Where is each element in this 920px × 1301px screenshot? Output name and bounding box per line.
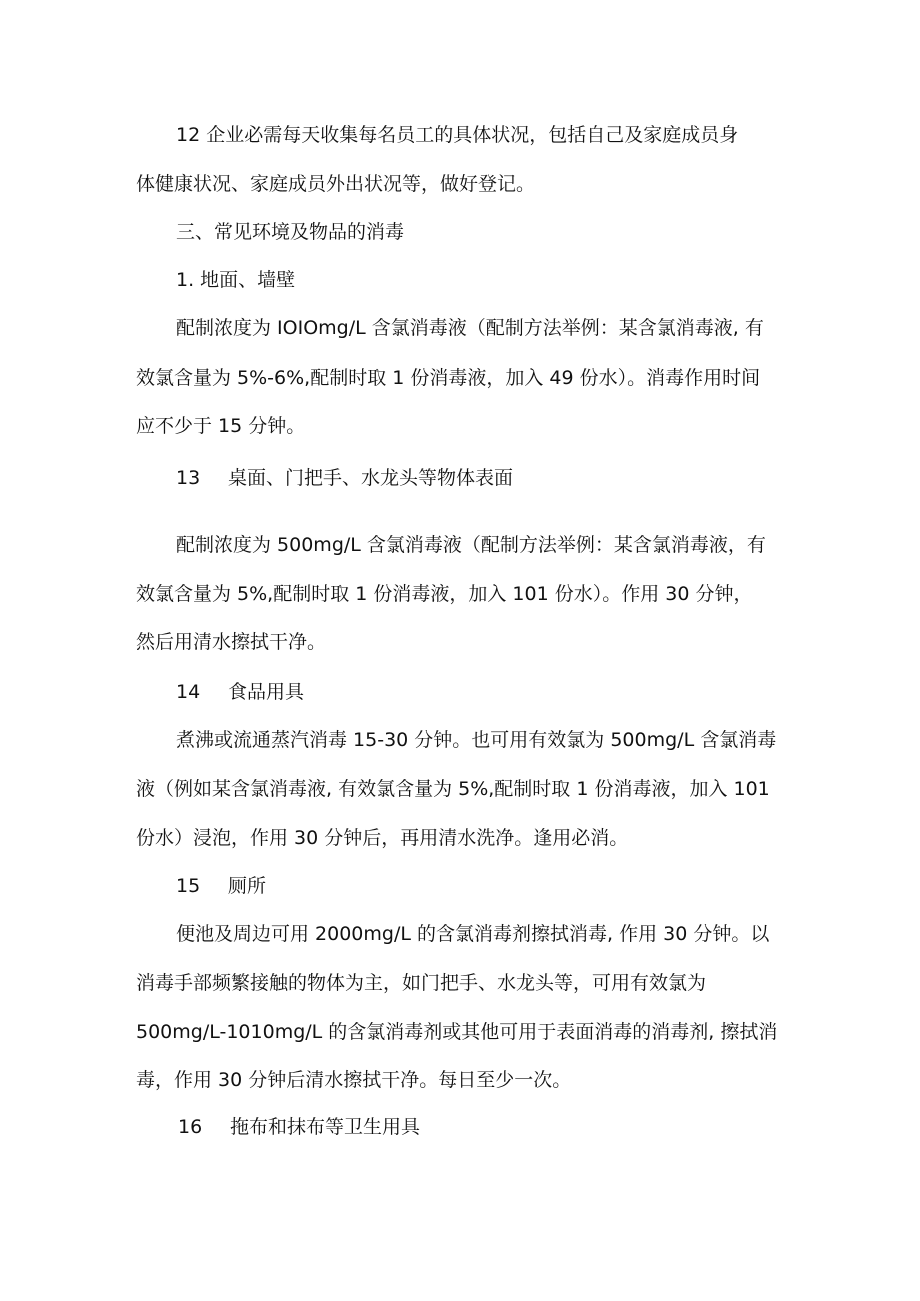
sub1-line1: 配制浓度为 IOIOmg/L 含氯消毒液（配制方法举例：某含氯消毒液, 有 [176, 317, 764, 339]
sub1-line3: 应不少于 15 分钟。 [136, 415, 306, 437]
item14-number: 14 [176, 681, 201, 703]
item15-line2: 消毒手部频繁接触的物体为主，如门把手、水龙头等，可用有效氯为 [136, 972, 707, 994]
item13-line1: 配制浓度为 500mg/L 含氯消毒液（配制方法举例：某含氯消毒液，有 [176, 534, 766, 556]
item16-number: 16 [178, 1116, 203, 1138]
sub1-heading: 1. 地面、墙壁 [176, 269, 296, 291]
item14-heading: 食品用具 [228, 681, 305, 703]
item15-line3: 500mg/L-1010mg/L 的含氯消毒剂或其他可用于表面消毒的消毒剂, 擦拭消 [136, 1021, 778, 1043]
item14-heading-line [176, 680, 304, 704]
item13-heading: 桌面、门把手、水龙头等物体表面 [228, 467, 514, 489]
item14-line3: 份水）浸泡，作用 30 分钟后，再用清水洗净。逢用必消。 [136, 827, 629, 849]
item12-line1: 12 企业必需每天收集每名员工的具体状况，包括自己及家庭成员身 [176, 124, 739, 146]
item13-heading-line [176, 466, 513, 490]
item15-line4: 毒，作用 30 分钟后清水擦拭干净。每日至少一次。 [136, 1069, 572, 1091]
item13-line2: 效氯含量为 5%,配制时取 1 份消毒液，加入 101 份水）。作用 30 分钟， [136, 583, 753, 605]
item16-heading-line [178, 1115, 420, 1139]
item12-line2: 体健康状况、家庭成员外出状况等，做好登记。 [136, 173, 536, 195]
item16-heading: 拖布和抹布等卫生用具 [230, 1116, 421, 1138]
item14-line1: 煮沸或流通蒸汽消毒 15-30 分钟。也可用有效氯为 500mg/L 含氯消毒 [176, 729, 777, 751]
sub1-line2: 效氯含量为 5%-6%,配制时取 1 份消毒液，加入 49 份水）。消毒作用时间 [136, 367, 761, 389]
item15-number: 15 [176, 875, 201, 897]
section3-heading: 三、常见环境及物品的消毒 [176, 221, 405, 243]
item13-line3: 然后用清水擦拭干净。 [136, 631, 327, 653]
item15-line1: 便池及周边可用 2000mg/L 的含氯消毒剂擦拭消毒, 作用 30 分钟。以 [176, 923, 770, 945]
item15-heading-line [176, 874, 266, 898]
item15-heading: 厕所 [228, 875, 267, 897]
item13-number: 13 [176, 467, 201, 489]
item14-line2: 液（例如某含氯消毒液, 有效氯含量为 5%,配制时取 1 份消毒液，加入 101 [136, 778, 770, 800]
